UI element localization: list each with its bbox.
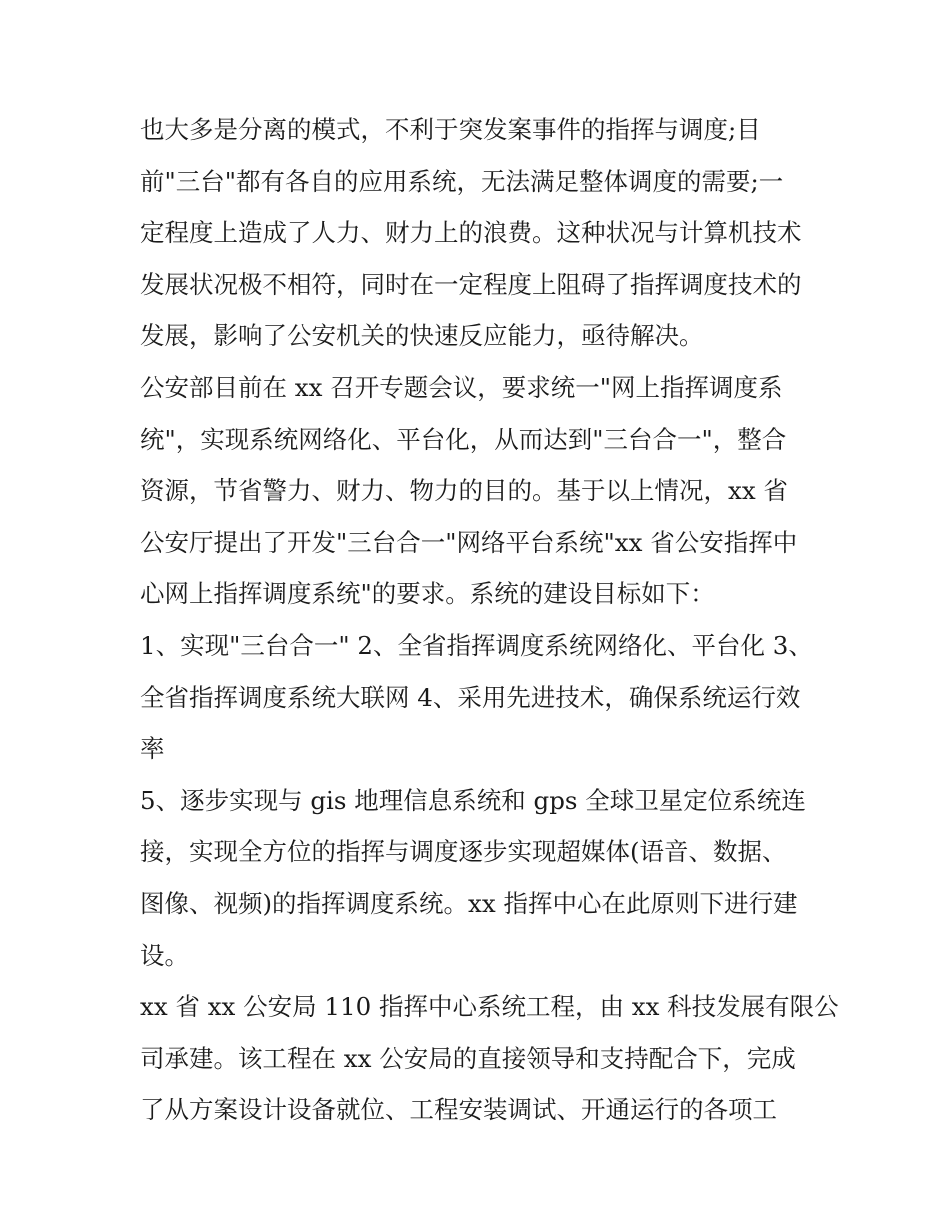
text-line: 5、逐步实现与 gis 地理信息系统和 gps 全球卫星定位系统连 — [140, 785, 806, 815]
text-line: xx 省 xx 公安局 110 指挥中心系统工程，由 xx 科技发展有限公 — [140, 992, 839, 1022]
text-line: 全省指挥调度系统大联网 4、采用先进技术，确保系统运行效 — [140, 682, 801, 712]
text-line: 资源，节省警力、财力、物力的目的。基于以上情况，xx 省 — [140, 476, 788, 506]
text-line: 率 — [140, 734, 165, 764]
text-line: 定程度上造成了人力、财力上的浪费。这种状况与计算机技术 — [140, 218, 802, 248]
text-line: 公安厅提出了开发"三台合一"网络平台系统"xx 省公安指挥中 — [140, 527, 798, 557]
text-line: 设。 — [140, 940, 189, 970]
text-line: 司承建。该工程在 xx 公安局的直接领导和支持配合下，完成 — [140, 1043, 796, 1073]
text-line: 了从方案设计设备就位、工程安装调试、开通运行的各项工 — [140, 1095, 777, 1125]
text-line: 发展，影响了公安机关的快速反应能力，亟待解决。 — [140, 321, 704, 351]
text-line: 心网上指挥调度系统"的要求。系统的建设目标如下： — [140, 579, 715, 609]
text-line: 图像、视频)的指挥调度系统。xx 指挥中心在此原则下进行建 — [140, 888, 798, 918]
text-line: 前"三台"都有各自的应用系统，无法满足整体调度的需要;一 — [140, 166, 784, 196]
text-line: 也大多是分离的模式，不利于突发案事件的指挥与调度;目 — [140, 115, 761, 144]
text-line: 发展状况极不相符，同时在一定程度上阻碍了指挥调度技术的 — [140, 269, 802, 299]
text-line: 公安部目前在 xx 召开专题会议，要求统一"网上指挥调度系 — [140, 372, 783, 402]
document-body — [140, 104, 839, 1136]
text-line: 接，实现全方位的指挥与调度逐步实现超媒体(语音、数据、 — [140, 837, 787, 867]
text-line: 统"，实现系统网络化、平台化，从而达到"三台合一"，整合 — [140, 424, 787, 454]
text-line: 1、实现"三台合一" 2、全省指挥调度系统网络化、平台化 3、 — [140, 630, 813, 660]
